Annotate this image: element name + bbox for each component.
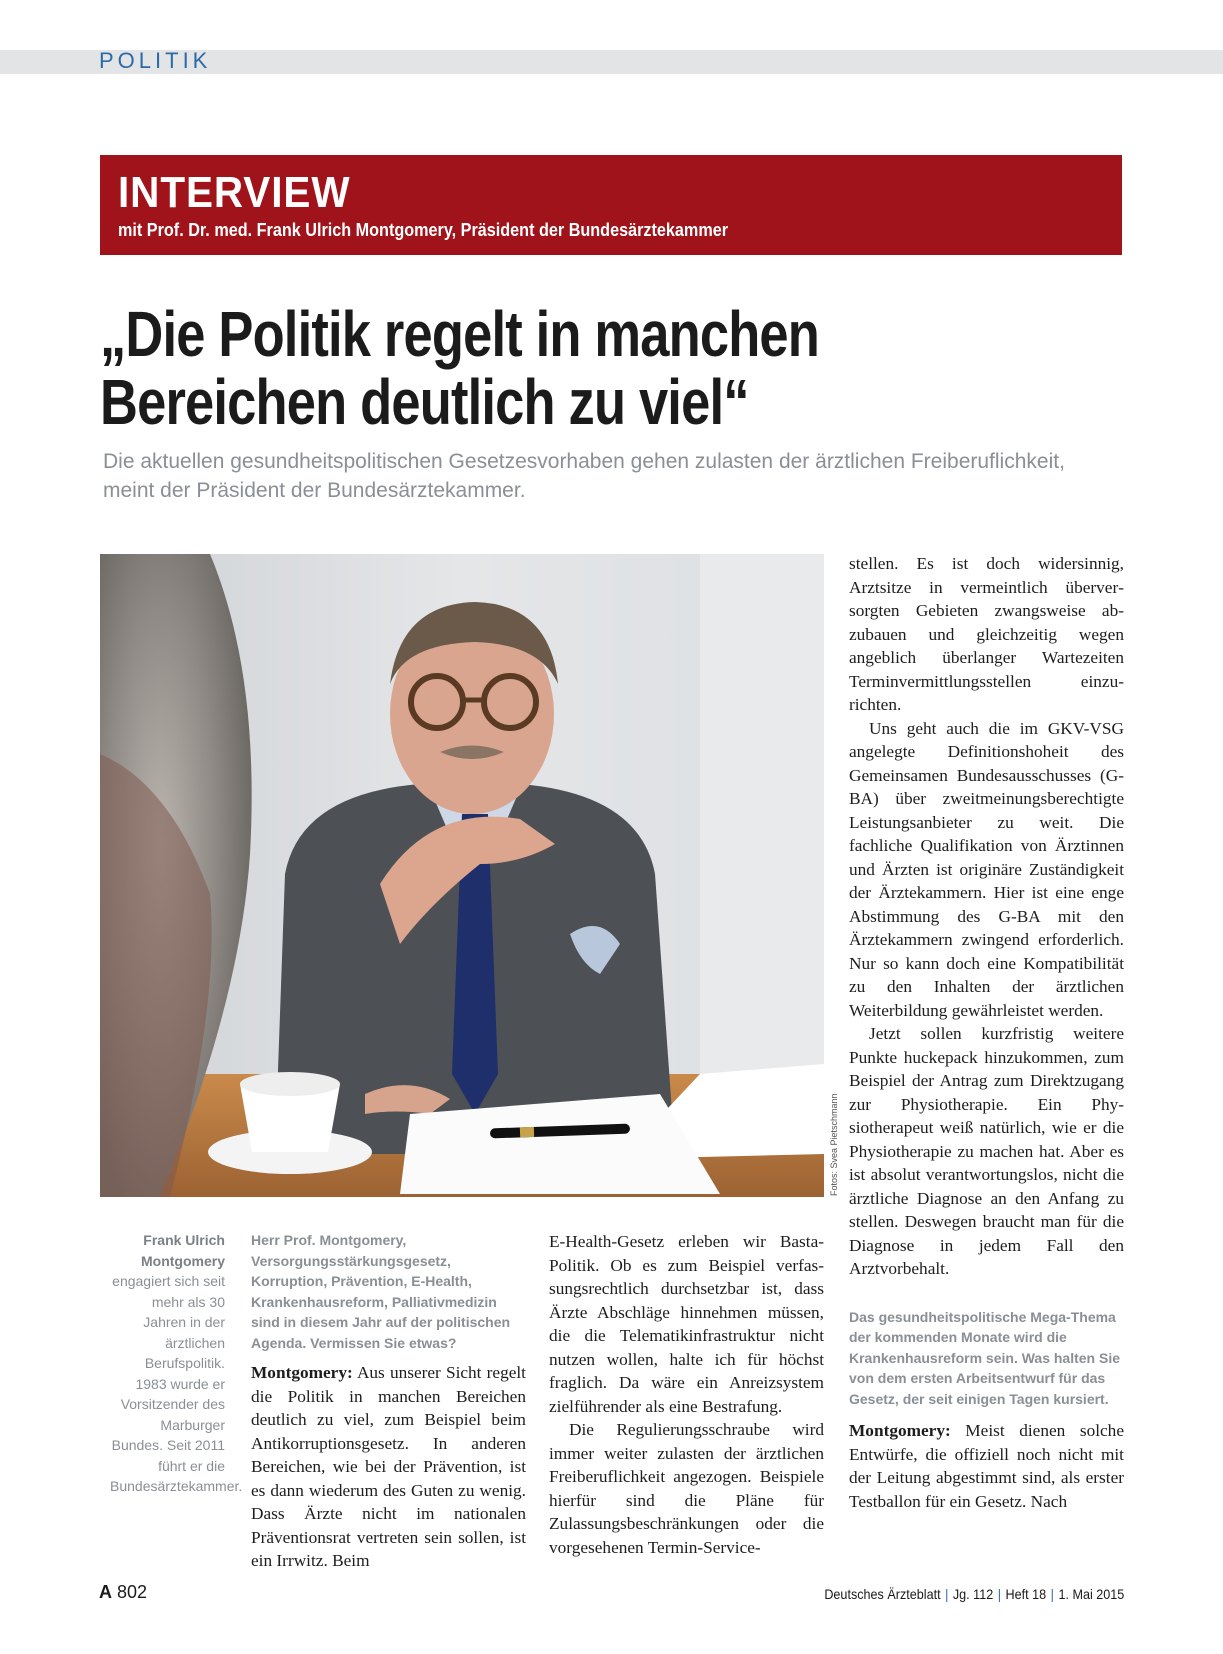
headline-line-1: „Die Politik regelt in manchen xyxy=(100,298,820,370)
caption-name: Frank Ulrich Montgomery xyxy=(141,1232,225,1269)
deck-text: Die aktuellen gesundheitspolitischen Gesetzesvorhaben gehen zulasten der ärztlichen Freiberuflichkeit, meint der Präsident der Bundesärztekammer. xyxy=(103,450,1065,502)
photo-caption xyxy=(110,1230,243,1497)
answer-2-text: Meist dienen solche Entwürfe, die offiziell noch nicht mit der Leitung abgestimmt sind, als erster Testballon für ein Gesetz. Nach xyxy=(849,1421,1124,1511)
answer-1-text: Aus unserer Sicht regelt die Politik in manchen Bereichen deutlich zu viel, zum Beispiel beim Antikorruptionsgesetz. In anderen Bereichen, wie bei der Prävention, ist es dann wiederum des Guten zu wenig. Dass Ärzte nicht im nationalen Präventionsrat vertreten sein sollen, ist ein Irrwitz. Beim xyxy=(251,1363,526,1570)
footer-separator: | xyxy=(997,1586,1001,1602)
speaker-label: Montgomery: xyxy=(251,1363,353,1382)
paragraph-2-2: Die Regulierungsschraube wird immer weiter zulasten der ärztlichen Freiberuflichkeit angezogen. Beispiele hierfür sind die Pläne für Zulassungsbeschränkungen oder die vorgesehenen Termin-Service- xyxy=(549,1420,824,1557)
answer-1 xyxy=(251,1361,526,1573)
footer-separator: | xyxy=(1050,1586,1054,1602)
headline xyxy=(100,300,920,436)
speaker-label-2: Montgomery: xyxy=(849,1421,951,1440)
page-number-value: 802 xyxy=(117,1582,148,1602)
headline-line-2: Bereichen deutlich zu viel“ xyxy=(100,366,749,438)
volume: Jg. 112 xyxy=(952,1586,993,1602)
paragraph-3-1: stellen. Es ist doch widersinnig, Arztsitze in vermeintlich überversorgten Gebieten zwangsweise abzubauen und gleichzeitig wegen angeblich überlanger Wartezeiten Terminvermittlungsstellen einzurichten. xyxy=(849,554,1124,714)
interview-label: INTERVIEW xyxy=(118,168,351,217)
interview-photo xyxy=(100,554,824,1197)
issue: Heft 18 xyxy=(1005,1586,1046,1602)
article-column-2 xyxy=(549,1230,824,1559)
page-prefix: A xyxy=(99,1582,112,1602)
interview-banner xyxy=(100,155,1122,255)
answer-2 xyxy=(849,1419,1124,1513)
photo-credit: Fotos: Svea Pietschmann xyxy=(829,1093,839,1196)
article-column-3 xyxy=(849,552,1124,1513)
footer-separator: | xyxy=(944,1586,949,1602)
portrait-illustration xyxy=(100,554,824,1197)
footer-publication-info xyxy=(824,1586,1124,1602)
paragraph-2-1: E-Health-Gesetz erleben wir Basta-Politik. Ob es zum Beispiel verfassungsrechtlich durchsetzbar ist, dass Ärzte Abschläge hinnehmen müssen, die die Telematikinfrastruktur nicht nutzen wollen, halte ich für höchst fraglich. Da wäre ein Anreizsystem zielführender als eine Bestrafung. xyxy=(549,1232,824,1416)
caption-text: engagiert sich seit mehr als 30 Jahren in der ärztlichen Berufspolitik. 1983 wurde er Vorsitzender des Marburger Bundes. Seit 2011 führt er die Bundesärztekammer. xyxy=(110,1273,243,1494)
interview-subtitle: mit Prof. Dr. med. Frank Ulrich Montgomery, Präsident der Bundesärztekammer xyxy=(118,220,729,240)
question-1: Herr Prof. Montgomery, Versorgungsstärkungsgesetz, Korruption, Prävention, E-Health, Krankenhausreform, Palliativmedizin sind in diesem Jahr auf der politischen Agenda. Vermissen Sie etwas? xyxy=(251,1232,511,1351)
section-label: POLITIK xyxy=(99,48,212,73)
publication-name: Deutsches Ärzteblatt xyxy=(824,1586,941,1602)
paragraph-3-3: Jetzt sollen kurzfristig weitere Punkte huckepack hinzukommen, zum Beispiel der Antrag zum Direktzugang zur Physiotherapie. Ein Physiotherapeut weiß natürlich, wie er die Physiotherapie zu machen hat. Aber es ist absolut verantwortungslos, nicht die ärztliche Diagnose an den Anfang zu stellen. Deswegen braucht man für die Diagnose in jedem Fall den Arztvorbehalt. xyxy=(849,1024,1124,1278)
paragraph-3-2: Uns geht auch die im GKV-VSG angelegte Definitionshoheit des Gemeinsamen Bundesausschusses (G-BA) über zweitmeinungsberechtigte Leistungsanbieter zu weit. Die fachliche Qualifikation von Ärztinnen und Ärzten ist originäre Zuständigkeit der Ärztekammern. Hier ist eine enge Abstimmung des G-BA mit den Ärztekammern zwingend erforderlich. Nur so kann doch eine Kompatibilität zu den Inhalten der ärztlichen Weiterbildung gewährleistet werden. xyxy=(849,718,1124,1020)
issue-date: 1. Mai 2015 xyxy=(1058,1586,1124,1602)
question-2: Das gesundheitspolitische Mega-Thema der kommenden Monate wird die Krankenhausreform sein. Was halten Sie von dem ersten Arbeitsentwurf für das Gesetz, der seit einigen Tagen kursiert. xyxy=(849,1308,1121,1407)
article-column-1 xyxy=(251,1230,526,1573)
page-number xyxy=(99,1582,147,1603)
